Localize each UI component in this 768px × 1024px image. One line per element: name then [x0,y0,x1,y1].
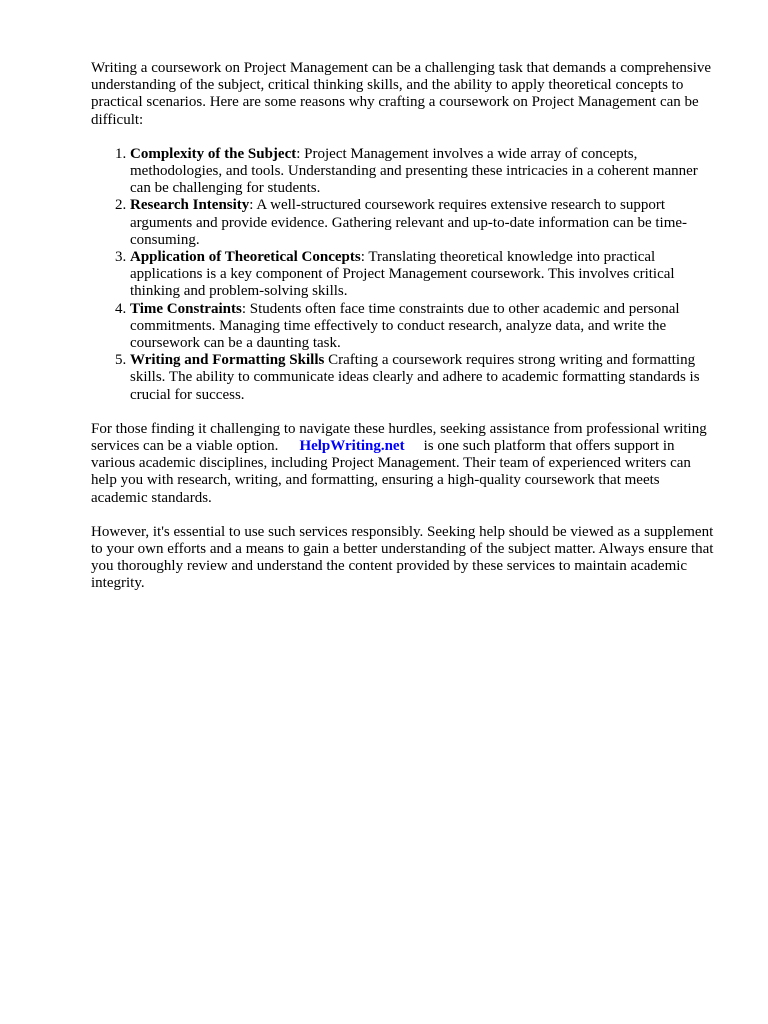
helpwriting-link[interactable]: HelpWriting.net [299,438,405,455]
document-page [91,60,716,610]
list-item [130,352,716,404]
reasons-list [91,146,716,404]
reason-separator: : [249,197,257,214]
assistance-paragraph [91,421,716,507]
list-item [130,249,716,301]
reason-text: A well-structured coursework requires extensive research to support arguments and provide evidence. Gathering relevant and up-to-date information can be time-consuming. [130,197,688,248]
reason-separator: : [296,145,305,162]
list-item [130,197,716,249]
reason-text: Translating theoretical knowledge into practical applications is a key component of Project Management coursework. This involves critical thinking and problem-solving skills. [130,249,675,300]
reason-text: Students often face time constraints due to other academic and personal commitments. Managing time effectively to conduct research, analyze data, and write the coursework can be a daunting task. [130,300,680,352]
reason-text: Crafting a coursework requires strong writing and formatting skills. The ability to communicate ideas clearly and adhere to academic formatting standards is crucial for success. [130,352,700,403]
assistance-text-after: is one such platform that offers support in various academic disciplines, including Project Management. Their team of experienced writers can help you with research, writing, and formatting, ensuring a high-quality coursework that meets academic standards. [91,438,691,506]
reason-term: Writing and Formatting Skills [130,352,325,369]
intro-paragraph: Writing a coursework on Project Management can be a challenging task that demands a comprehensive understanding of the subject, critical thinking skills, and the ability to apply theoretical concepts to practical scenarios. Here are some reasons why crafting a coursework on Project Management can be difficult: [91,60,712,128]
reason-term: Complexity of the Subject [130,145,297,162]
reason-text: Project Management involves a wide array of concepts, methodologies, and tools. Understanding and presenting these intricacies in a coherent manner can be challenging for students. [130,145,698,197]
reason-separator: : [360,249,369,266]
reason-separator: : [241,300,250,317]
closing-paragraph: However, it's essential to use such services responsibly. Seeking help should be viewed as a supplement to your own efforts and a means to gain a better understanding of the subject matter. Always ensure that you thoroughly review and understand the content provided by these services to maintain academic integrity. [91,523,714,592]
reason-term: Application of Theoretical Concepts [130,249,361,266]
list-item [130,301,716,353]
list-item [130,146,716,198]
assistance-text-before: For those finding it challenging to navigate these hurdles, seeking assistance from professional writing services can be a viable option. [91,420,707,455]
reason-term: Time Constraints [130,300,242,317]
reason-term: Research Intensity [130,197,250,214]
